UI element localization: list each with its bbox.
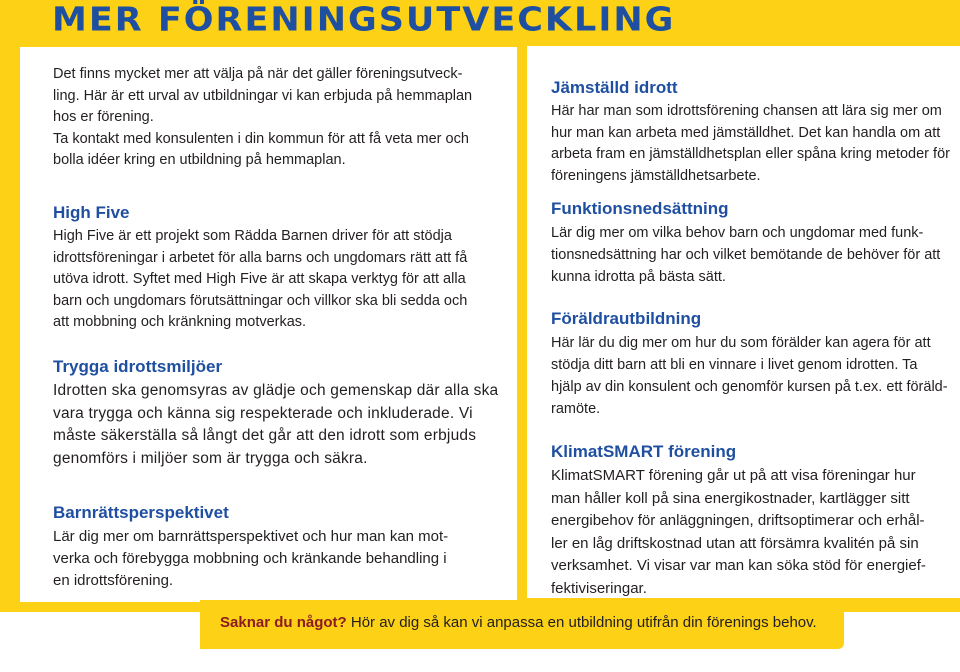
- footer-callout: [200, 600, 844, 649]
- section-heading: Jämställd idrott: [551, 78, 678, 97]
- section-heading: Barnrättsperspektivet: [53, 503, 229, 522]
- section-heading: Trygga idrottsmiljöer: [53, 357, 223, 376]
- intro-text: Det finns mycket mer att välja på när det gäller föreningsutveck- ling. Här är ett urval av utbildningar vi kan erbjuda på hemmaplan hos er förening. Ta kontakt med konsulenten i din kommun för att få veta mer och bolla idéer kring en utbildning på hemmaplan.: [53, 66, 473, 168]
- section-high-five: [53, 203, 513, 334]
- footer-question: Saknar du något?: [220, 614, 347, 631]
- footer-text: [220, 614, 817, 631]
- section-trygga-idrottsmiljoer: [53, 357, 513, 470]
- section-klimatsmart-forening: [551, 442, 926, 600]
- section-text: Här har man som idrottsförening chansen att lära sig mer om hur man kan arbeta med jämställdhet. Det kan handla om att arbeta fram en jämställdhetsplan eller spåna kring metoder för föreningens jämställdhetsarbete.: [551, 103, 950, 184]
- section-funktionsnedsattning: [551, 199, 940, 288]
- section-text: Lär dig mer om barnrättsperspektivet och hur man kan mot- verka och förebygga mobbning och kränkande behandling i en idrottsförening.: [53, 528, 449, 589]
- section-text: Här lär du dig mer om hur du som förälder kan agera för att stödja ditt barn att bli en vinnare i livet genom idrotten. Ta hjälp av din konsulent och genomför kursen på t.ex. ett föräld- ramöte.: [551, 335, 948, 417]
- section-text: Idrotten ska genomsyras av glädje och gemenskap där alla ska vara trygga och känna sig respekterade och inkluderade. Vi måste säkerställa så långt det går att den idrott som erbjuds genomförs i miljöer som är trygga och säkra.: [53, 382, 499, 467]
- footer-message: Hör av dig så kan vi anpassa en utbildning utifrån din förenings behov.: [346, 614, 817, 631]
- section-heading: High Five: [53, 203, 130, 222]
- section-text: Lär dig mer om vilka behov barn och ungdomar med funk- tionsnedsättning har och vilket bemötande de behöver för att kunna idrotta på bästa sätt.: [551, 225, 941, 285]
- left-content-panel: [20, 47, 517, 602]
- section-foraldrautbildning: [551, 309, 948, 420]
- section-heading: KlimatSMART förening: [551, 442, 737, 461]
- section-jamstalld-idrott: [551, 78, 950, 187]
- section-heading: Funktionsnedsättning: [551, 199, 729, 218]
- section-text: High Five är ett projekt som Rädda Barnen driver för att stödja idrottsföreningar i arbetet för alla barns och ungdomars rätt att få utöva idrott. Syftet med High Five är att skapa verktyg för att alla barn och ungdomars förutsättningar och villkor ska bli sedda och att mobbning och kränkning motverkas.: [53, 228, 468, 330]
- section-barnrattsperspektivet: [53, 503, 513, 592]
- section-heading: Föräldrautbildning: [551, 309, 702, 328]
- right-content-panel: [527, 46, 960, 598]
- section-text: KlimatSMART förening går ut på att visa föreningar hur man håller koll på sina energikostnader, kartlägger sitt energibehov för anläggningen, driftsoptimerar och erhål- ler en låg driftskostnad utan att försämra kvalitén på sin verksamhet. Vi visar var man kan söka stöd för energief- fektiviseringar.: [551, 467, 926, 597]
- page-title: MER FÖRENINGSUTVECKLING: [52, 0, 676, 39]
